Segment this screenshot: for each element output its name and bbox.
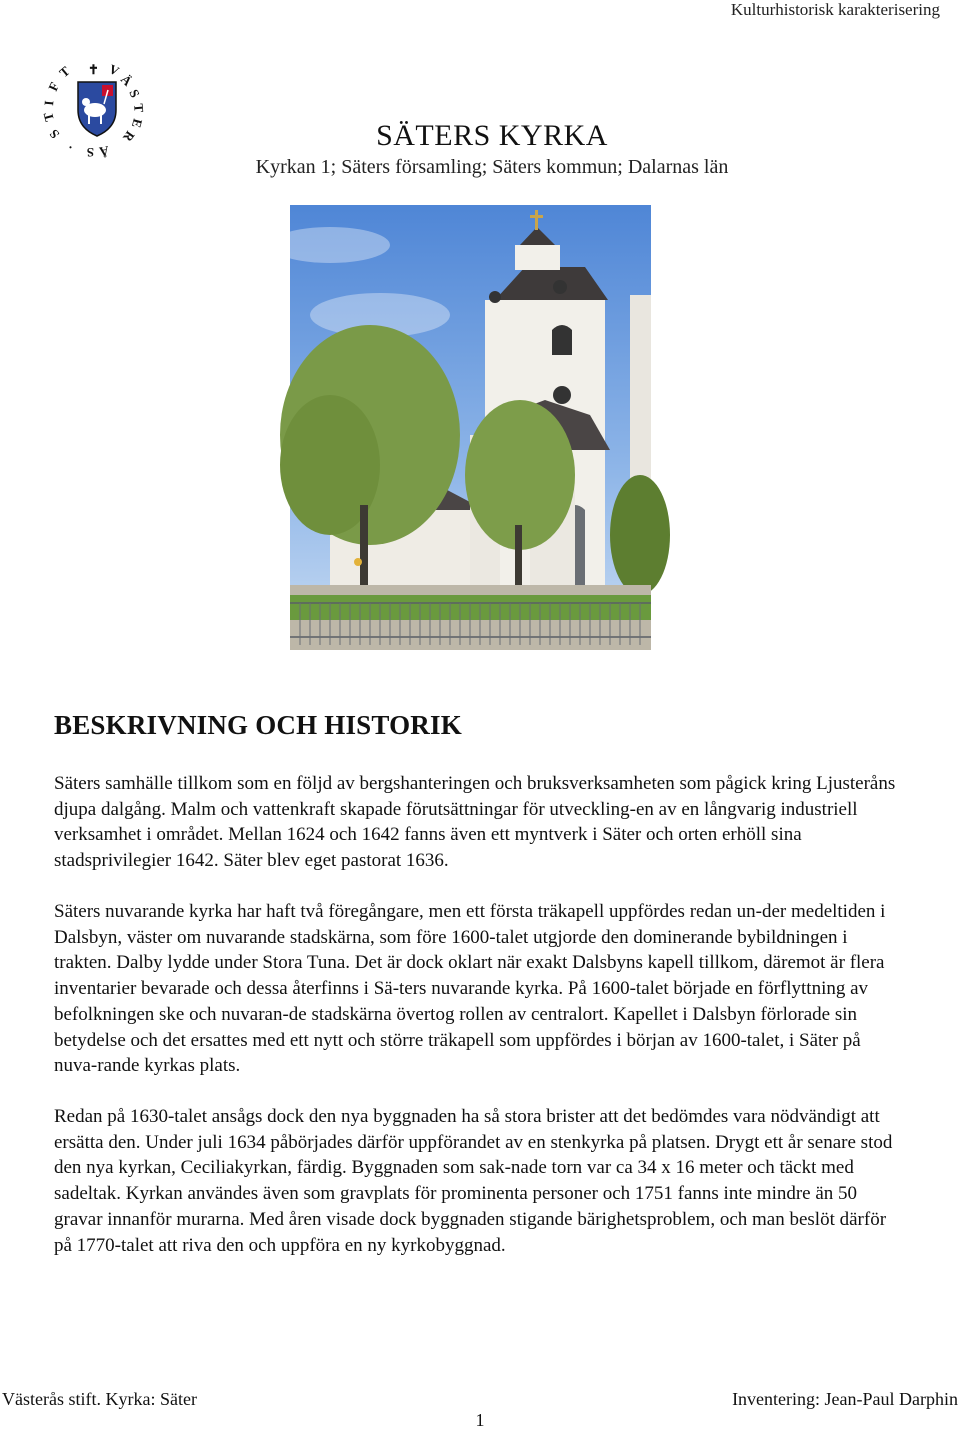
- svg-text:F: F: [45, 79, 63, 94]
- svg-text:Å: Å: [98, 143, 111, 160]
- svg-text:V: V: [106, 61, 122, 79]
- svg-text:✝: ✝: [88, 62, 99, 77]
- svg-text:S: S: [86, 145, 94, 160]
- section-heading: BESKRIVNING OCH HISTORIK: [54, 710, 462, 740]
- footer-right: Inventering: Jean-Paul Darphin: [732, 1389, 958, 1409]
- paragraph-2: Säters nuvarande kyrka har haft två föregångare, men ett första träkapell uppfördes redan un-der medeltiden i Dalsbyn, väster om nuvarande stadskärna, som före 1600-talet utgjorde den dominerande bybildningen i trakten. Dalby lydde under Stora Tuna. Det är dock oklart när exakt Dalsbyns kapell tillkom, däremot är flera inventarier bevarade och dessa återfinns i Sä-ters nuvarande kyrka. På 1600-talet började en förflyttning av befolkningen ske och nuvaran-de stadskärna övertog rollen av centralort. Kapellet i Dalsbyn förlorade sin betydelse och det ersattes med ett nytt och större träkapell som uppfördes i början av 1600-talet, i Säter på nuva-rande kyrkas plats.: [54, 901, 886, 1077]
- church-photo-illustration: [290, 205, 651, 650]
- paragraph-3: Redan på 1630-talet ansågs dock den nya byggnaden ha så stora brister att det bedömdes vara nödvändigt att ersätta den. Under juli 1634 påbörjades därför uppförandet av en stenkyrka på platsen. Drygt ett år senare stod den nya kyrkan, Ceciliakyrkan, färdig. Byggnaden som sak-nade torn var ca 34 x 16 meter och täckt med sadeltak. Kyrkan användes även som gravplats för prominenta personer och 1751 fanns inte mindre än 50 gravar innanför murarna. Med åren visade dock byggnaden stigande bärighetsproblem, och man beslöt därför på 1770-talet att riva den och uppföra en ny kyrkobyggnad.: [54, 1106, 893, 1256]
- svg-text:E: E: [128, 117, 146, 130]
- title-block: [0, 118, 960, 180]
- document-title: SÄTERS KYRKA: [376, 119, 608, 152]
- paragraph-1: Säters samhälle tillkom som en följd av bergshanteringen och bruksverksamheten som pågick kring Ljusteråns djupa dalgång. Malm och vattenkraft skapade förutsättningar för utveckling-en av en långvarig industriell verksamhet i området. Mellan 1624 och 1642 fanns även ett myntverk i Säter och orten erhöll sina stadsprivilegier 1642. Säter blev eget pastorat 1636.: [54, 773, 896, 872]
- church-photo: [290, 205, 651, 650]
- svg-text:S: S: [126, 86, 143, 100]
- svg-text:·: ·: [65, 139, 76, 156]
- svg-text:Ä: Ä: [117, 71, 136, 89]
- svg-text:R: R: [120, 128, 138, 145]
- page-number: 1: [475, 1410, 485, 1430]
- svg-text:T: T: [56, 63, 73, 81]
- footer-left: Västerås stift. Kyrka: Säter: [2, 1389, 197, 1409]
- document-subtitle: Kyrkan 1; Säters församling; Säters kommun; Dalarnas län: [255, 156, 729, 178]
- svg-text:S: S: [46, 126, 63, 142]
- svg-text:T: T: [40, 110, 57, 124]
- running-header: Kulturhistorisk karakterisering: [730, 0, 940, 19]
- svg-text:I: I: [41, 99, 57, 107]
- svg-text:T: T: [131, 102, 147, 113]
